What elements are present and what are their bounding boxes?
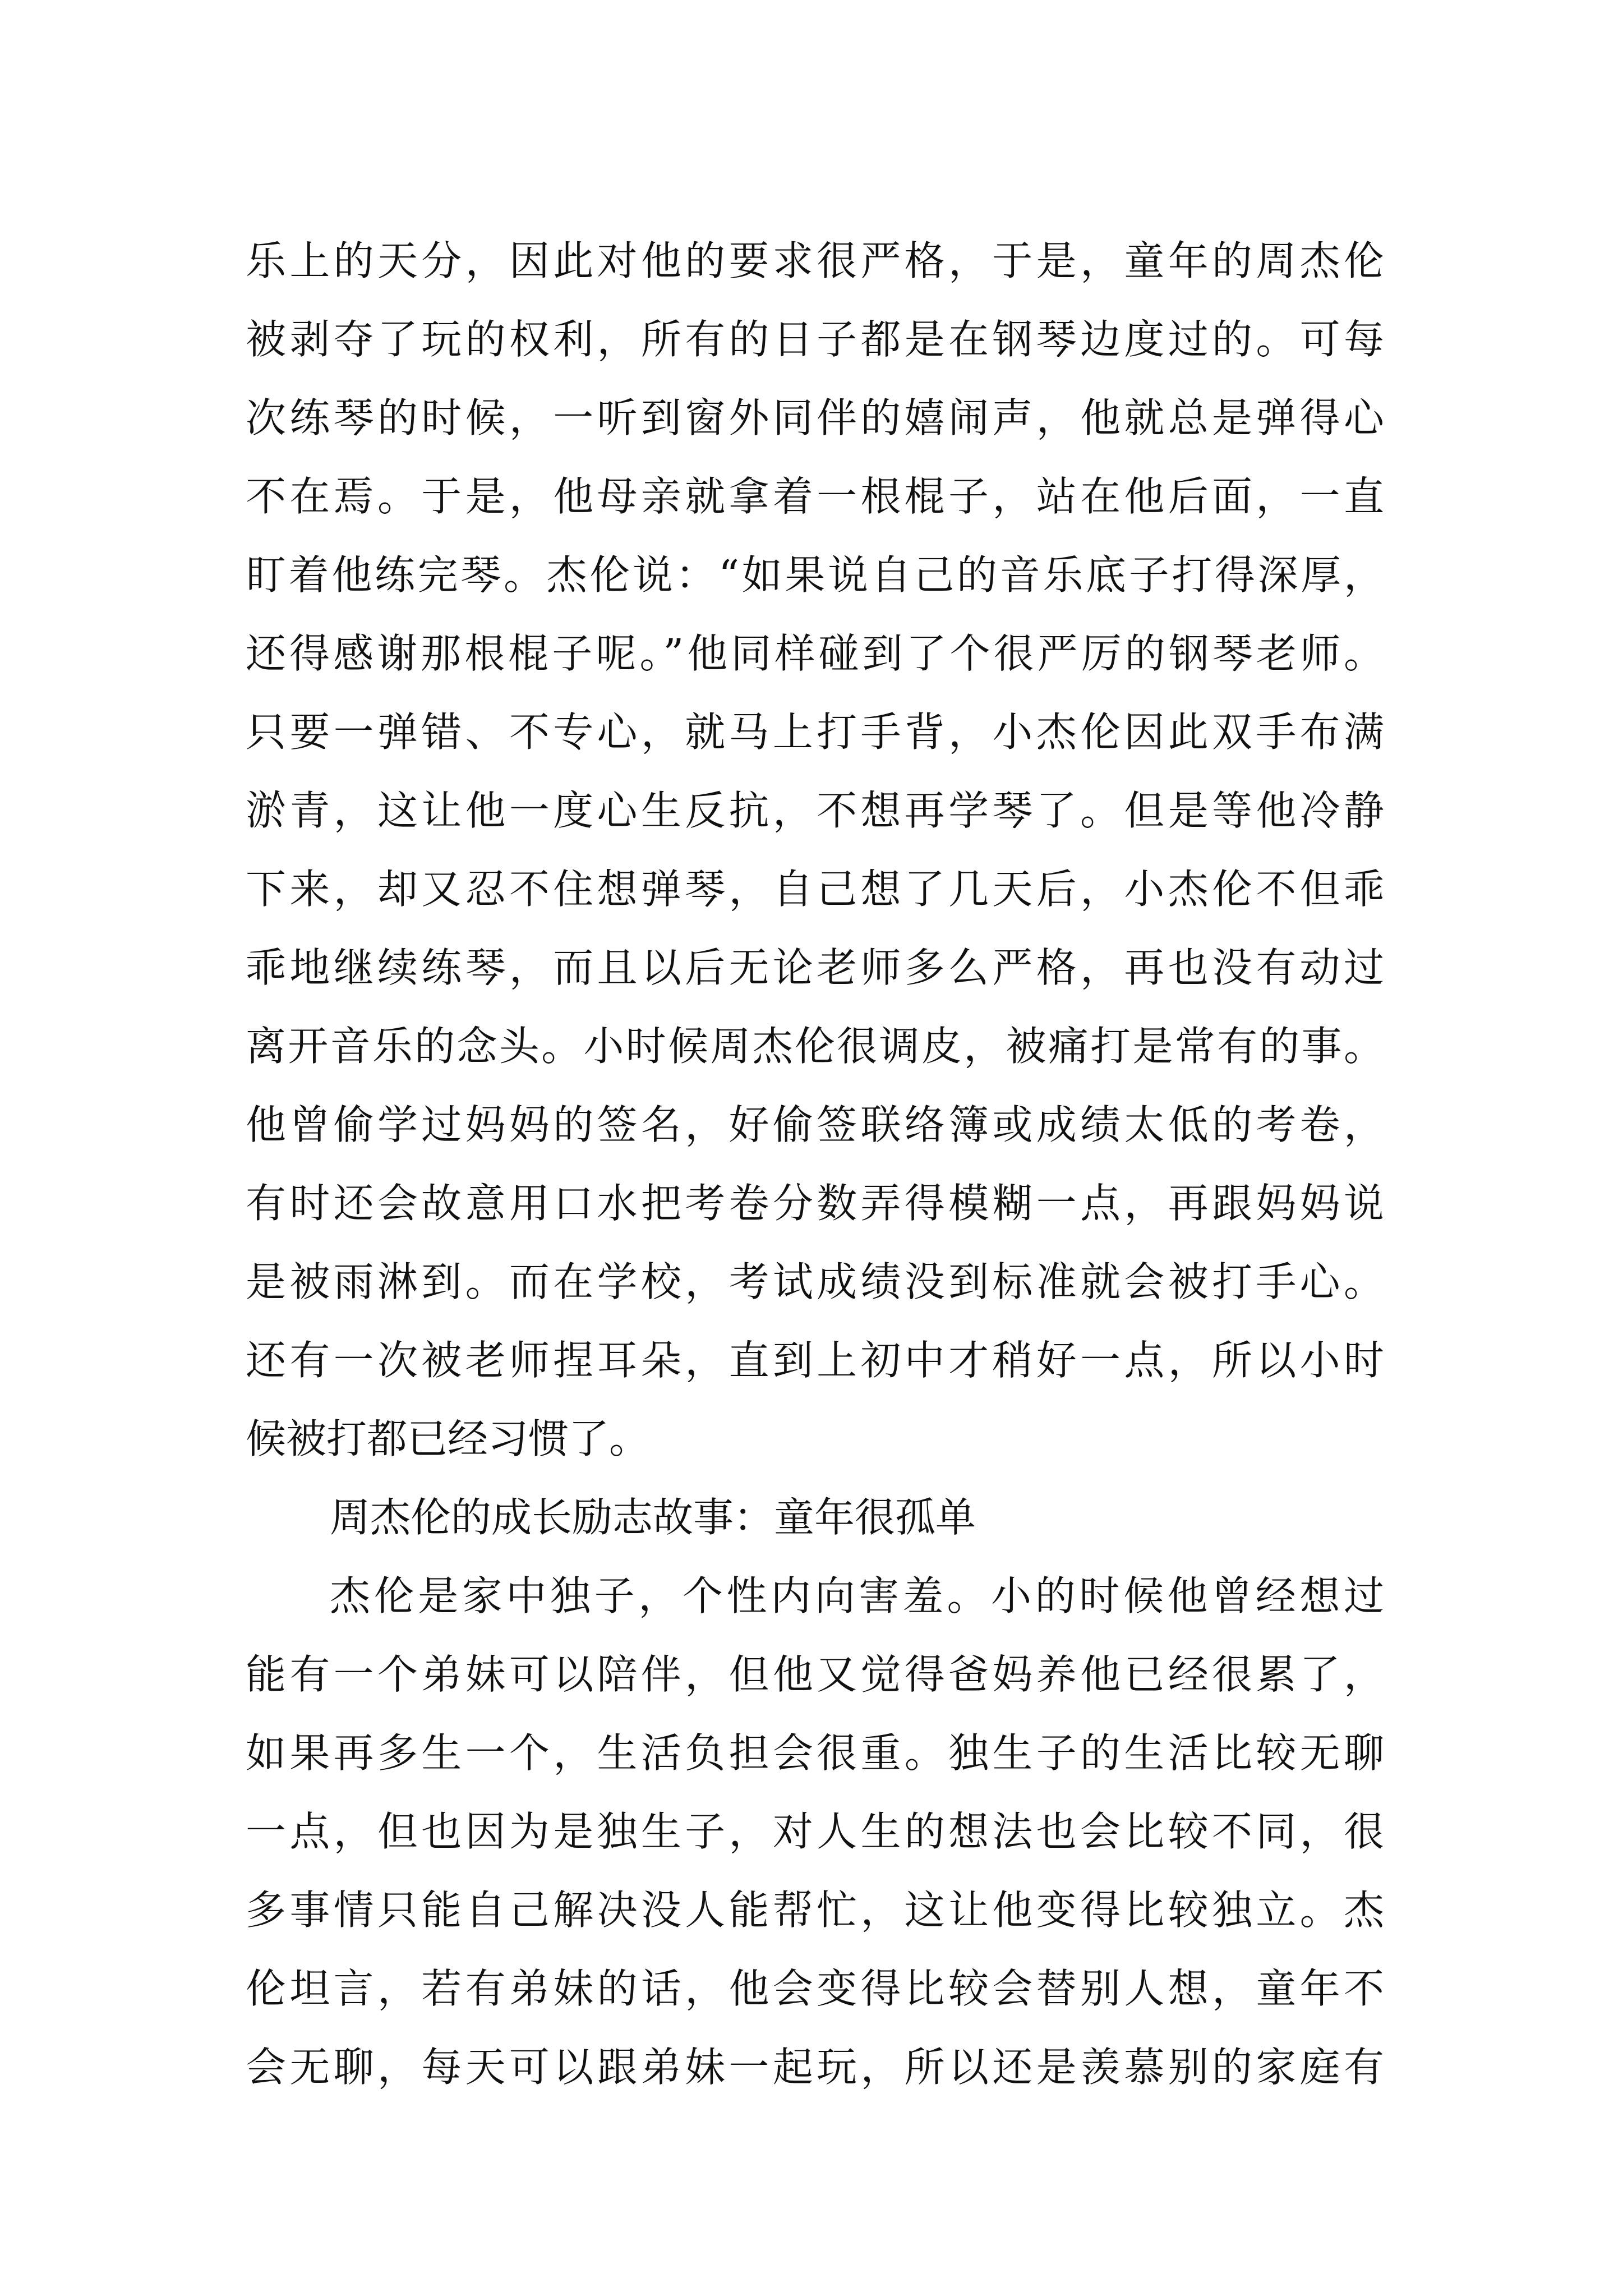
- text-line: 离开音乐的念头。小时候周杰伦很调皮，被痛打是常有的事。: [246, 1023, 1384, 1070]
- text-line: 杰伦是家中独子，个性内向害羞。小的时候他曾经想过: [330, 1572, 1384, 1619]
- text-line: 次练琴的时候，一听到窗外同伴的嬉闹声，他就总是弹得心: [246, 394, 1384, 441]
- body-text: [246, 222, 1384, 2106]
- text-line: 如果再多生一个，生活负担会很重。独生子的生活比较无聊: [246, 1729, 1384, 1777]
- text-line: 淤青，这让他一度心生反抗，不想再学琴了。但是等他冷静: [246, 787, 1384, 834]
- text-line: 是被雨淋到。而在学校，考试成绩没到标准就会被打手心。: [246, 1258, 1384, 1305]
- text-line: 还有一次被老师捏耳朵，直到上初中才稍好一点，所以小时: [246, 1337, 1384, 1384]
- text-line: 被剥夺了玩的权利，所有的日子都是在钢琴边度过的。可每: [246, 316, 1384, 363]
- text-line: 多事情只能自己解决没人能帮忙，这让他变得比较独立。杰: [246, 1887, 1384, 1934]
- text-line: 会无聊，每天可以跟弟妹一起玩，所以还是羡慕别的家庭有: [246, 2044, 1384, 2091]
- text-line: 能有一个弟妹可以陪伴，但他又觉得爸妈养他已经很累了，: [246, 1651, 1384, 1698]
- text-line: 乖地继续练琴，而且以后无论老师多么严格，再也没有动过: [246, 944, 1384, 991]
- text-line: 候被打都已经习惯了。: [246, 1415, 650, 1462]
- text-line: 他曾偷学过妈妈的签名，好偷签联络簿或成绩太低的考卷，: [246, 1101, 1384, 1148]
- text-line: 乐上的天分，因此对他的要求很严格，于是，童年的周杰伦: [246, 237, 1384, 284]
- text-line: 有时还会故意用口水把考卷分数弄得模糊一点，再跟妈妈说: [246, 1180, 1384, 1227]
- text-line: 伦坦言，若有弟妹的话，他会变得比较会替别人想，童年不: [246, 1965, 1384, 2012]
- paragraph-2: [246, 1557, 1384, 2106]
- text-line: 不在焉。于是，他母亲就拿着一根棍子，站在他后面，一直: [246, 473, 1384, 520]
- text-line: 盯着他练完琴。杰伦说：“如果说自己的音乐底子打得深厚，: [246, 551, 1384, 599]
- text-line: 一点，但也因为是独生子，对人生的想法也会比较不同，很: [246, 1808, 1384, 1855]
- text-line: 下来，却又忍不住想弹琴，自己想了几天后，小杰伦不但乖: [246, 866, 1384, 913]
- section-heading: 周杰伦的成长励志故事：童年很孤单: [330, 1494, 976, 1541]
- text-line: 只要一弹错、不专心，就马上打手背，小杰伦因此双手布满: [246, 708, 1384, 756]
- text-line: 还得感谢那根棍子呢。”他同样碰到了个很严厉的钢琴老师。: [246, 630, 1384, 677]
- paragraph-1: [246, 222, 1384, 1478]
